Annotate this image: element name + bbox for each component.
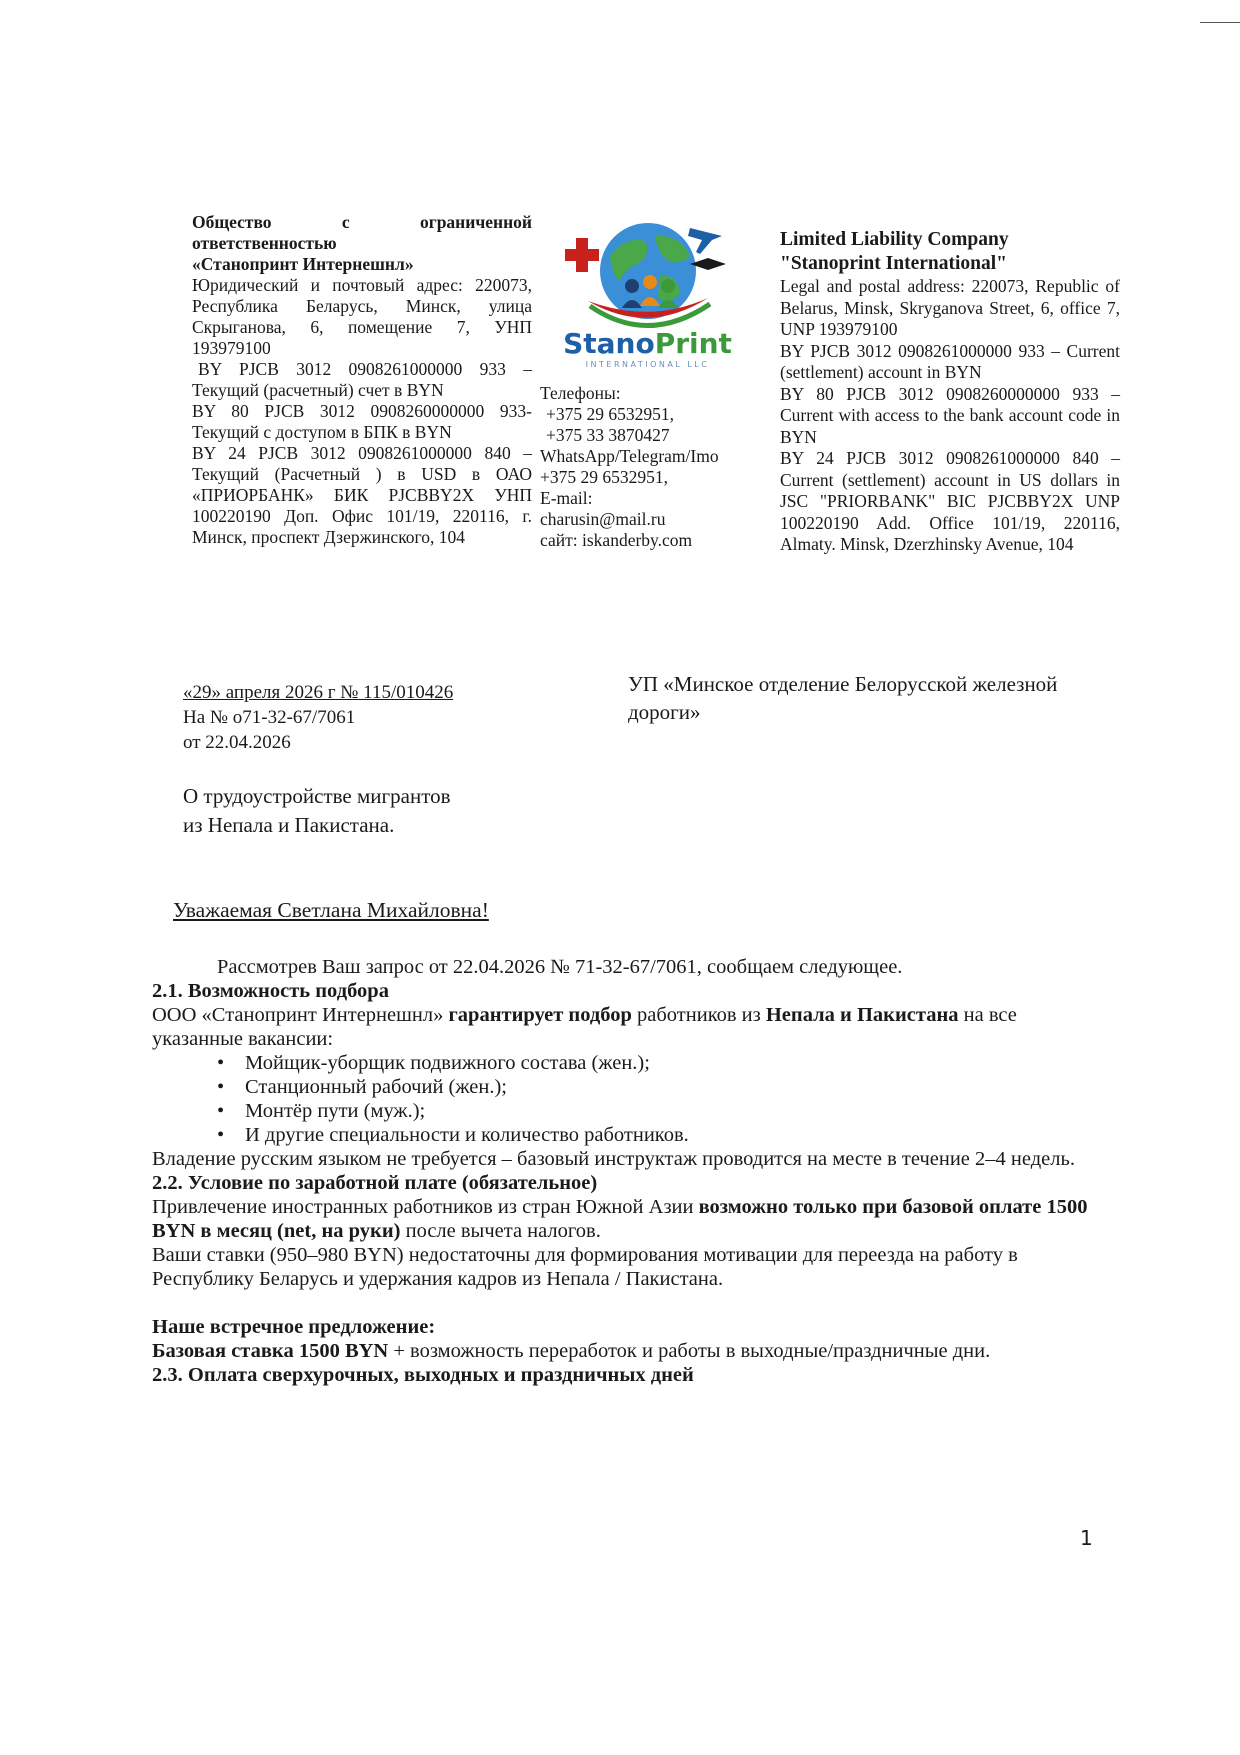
letter-body bbox=[152, 955, 1097, 1387]
text-run: ООО «Станопринт Интернешнл» bbox=[152, 1004, 449, 1026]
subject bbox=[183, 782, 451, 840]
org-name-ru-line3: «Станопринт Интернешнл» bbox=[192, 254, 414, 274]
counter-offer-title: Наше встречное предложение: bbox=[152, 1316, 436, 1338]
org-name-ru-line2: ответственностью bbox=[192, 233, 337, 253]
text-run: работников из bbox=[631, 1004, 766, 1026]
letterhead-ru bbox=[192, 212, 532, 548]
text-run: на все указанные вакансии: bbox=[152, 1004, 1017, 1050]
org-word: Общество bbox=[192, 212, 272, 232]
language-note: Владение русским языком не требуется – базовый инструктаж проводится на месте в течение 2–4 недель. bbox=[152, 1148, 1075, 1170]
reference-block bbox=[183, 680, 453, 755]
letterhead-en bbox=[780, 228, 1120, 556]
bank-account-en-3: BY 24 PJCB 3012 0908261000000 840 – Current (settlement) account in US dollars in JSC "PRIORBANK" BIC PJCBBY2X UNP 100220190 Add. Office 101/19, 220116, Almaty. Minsk, Dzerzhinsky Avenue, 104 bbox=[780, 448, 1120, 554]
section-2-2-paragraph bbox=[152, 1195, 1097, 1243]
subject-line-2: из Непала и Пакистана. bbox=[183, 813, 395, 837]
logo-word-print: Print bbox=[654, 327, 732, 360]
bank-account-ru-3: BY 24 PJCB 3012 0908261000000 840 – Текущий (Расчетный ) в USD в ОАО «ПРИОРБАНК» БИК PJCBBY2X УНП 100220190 Доп. Офис 101/19, 220116, г. Минск, проспект Дзержинского, 104 bbox=[192, 443, 532, 547]
phones-label: Телефоны: bbox=[540, 383, 621, 403]
company-logo bbox=[540, 206, 755, 371]
vacancy-list bbox=[152, 1051, 1097, 1147]
bank-account-en-2: BY 80 PJCB 3012 0908260000000 933 – Current with access to the bank account code in BYN bbox=[780, 383, 1120, 447]
text-run-bold: Базовая ставка 1500 BYN bbox=[152, 1340, 389, 1362]
org-name-ru-line1 bbox=[192, 212, 532, 233]
section-2-1-title: 2.1. Возможность подбора bbox=[152, 980, 389, 1002]
recipient: УП «Минское отделение Белорусской железной дороги» bbox=[628, 672, 1058, 724]
text-run: после вычета налогов. bbox=[400, 1220, 601, 1242]
counter-offer-paragraph bbox=[152, 1339, 1097, 1363]
text-run: Привлечение иностранных работников из стран Южной Азии bbox=[152, 1196, 699, 1218]
email-label: E-mail: bbox=[540, 488, 593, 508]
bank-account-en-1: BY PJCB 3012 0908261000000 933 – Current (settlement) account in BYN bbox=[780, 340, 1120, 382]
legal-address-ru: Юридический и почтовый адрес: 220073, Республика Беларусь, Минск, улица Скрыганова, 6, помещение 7, УНП 193979100 bbox=[192, 275, 532, 358]
rates-paragraph: Ваши ставки (950–980 BYN) недостаточны для формирования мотивации для переезда на работу в Республику Беларусь и удержания кадров из Непала / Пакистана. bbox=[152, 1244, 1018, 1290]
vacancy-item: • Станционный рабочий (жен.); bbox=[217, 1075, 1097, 1099]
letterhead-center bbox=[540, 206, 755, 551]
page-number: 1 bbox=[1080, 1526, 1093, 1550]
intro-paragraph: Рассмотрев Ваш запрос от 22.04.2026 № 71-32-67/7061, сообщаем следующее. bbox=[217, 956, 903, 978]
org-word: ограниченной bbox=[420, 212, 532, 232]
bank-account-ru-1: BY PJCB 3012 0908261000000 933 – Текущий (расчетный) счет в BYN bbox=[192, 359, 532, 400]
section-2-2-title: 2.2. Условие по заработной плате (обязательное) bbox=[152, 1172, 598, 1194]
phone-2: +375 33 3870427 bbox=[546, 425, 670, 445]
greeting: Уважаемая Светлана Михайловна! bbox=[173, 898, 489, 922]
vacancy-item: • Мойщик-уборщик подвижного состава (жен.); bbox=[217, 1051, 1097, 1075]
paragraph-gap bbox=[152, 1291, 1097, 1315]
text-run-bold: Непала и Пакистана bbox=[765, 1004, 959, 1026]
text-run-bold: гарантирует подбор bbox=[448, 1004, 632, 1026]
section-2-3-title: 2.3. Оплата сверхурочных, выходных и праздничных дней bbox=[152, 1364, 694, 1386]
section-2-1-paragraph bbox=[152, 1003, 1097, 1051]
logo-subtitle: INTERNATIONAL LLC bbox=[585, 360, 710, 369]
outgoing-number: «29» апреля 2026 г № 115/010426 bbox=[183, 682, 454, 703]
subject-line-1: О трудоустройстве мигрантов bbox=[183, 784, 451, 808]
vacancy-item: • Монтёр пути (муж.); bbox=[217, 1099, 1097, 1123]
contacts-block bbox=[540, 383, 755, 551]
messenger-phone: +375 29 6532951, bbox=[540, 467, 668, 487]
org-word: с bbox=[341, 212, 350, 232]
phone-1: +375 29 6532951, bbox=[546, 404, 674, 424]
text-run-bold: возможно только при базовой оплате 1500 BYN в месяц (net, на руки) bbox=[152, 1196, 1088, 1242]
text-run: + возможность переработок и работы в выходные/праздничные дни. bbox=[388, 1340, 991, 1362]
logo-wordmark bbox=[540, 329, 755, 359]
scan-corner-mark bbox=[1200, 22, 1240, 23]
incoming-number: На № о71-32-67/7061 bbox=[183, 707, 356, 728]
messengers-label: WhatsApp/Telegram/Imo bbox=[540, 446, 719, 466]
org-name-en-line2: "Stanoprint International" bbox=[780, 253, 1007, 274]
org-name-en-line1: Limited Liability Company bbox=[780, 229, 1009, 250]
email-address: charusin@mail.ru bbox=[540, 509, 666, 529]
legal-address-en: Legal and postal address: 220073, Republic of Belarus, Minsk, Skryganova Street, 6, office 7, UNP 193979100 bbox=[780, 276, 1120, 339]
bank-account-ru-2: BY 80 PJCB 3012 0908260000000 933- Текущий с доступом в БПК в BYN bbox=[192, 401, 532, 442]
logo-word-stano: Stano bbox=[563, 327, 655, 360]
vacancy-item: • И другие специальности и количество работников. bbox=[217, 1123, 1097, 1147]
incoming-date: от 22.04.2026 bbox=[183, 732, 291, 753]
website: сайт: iskanderby.com bbox=[540, 530, 693, 550]
